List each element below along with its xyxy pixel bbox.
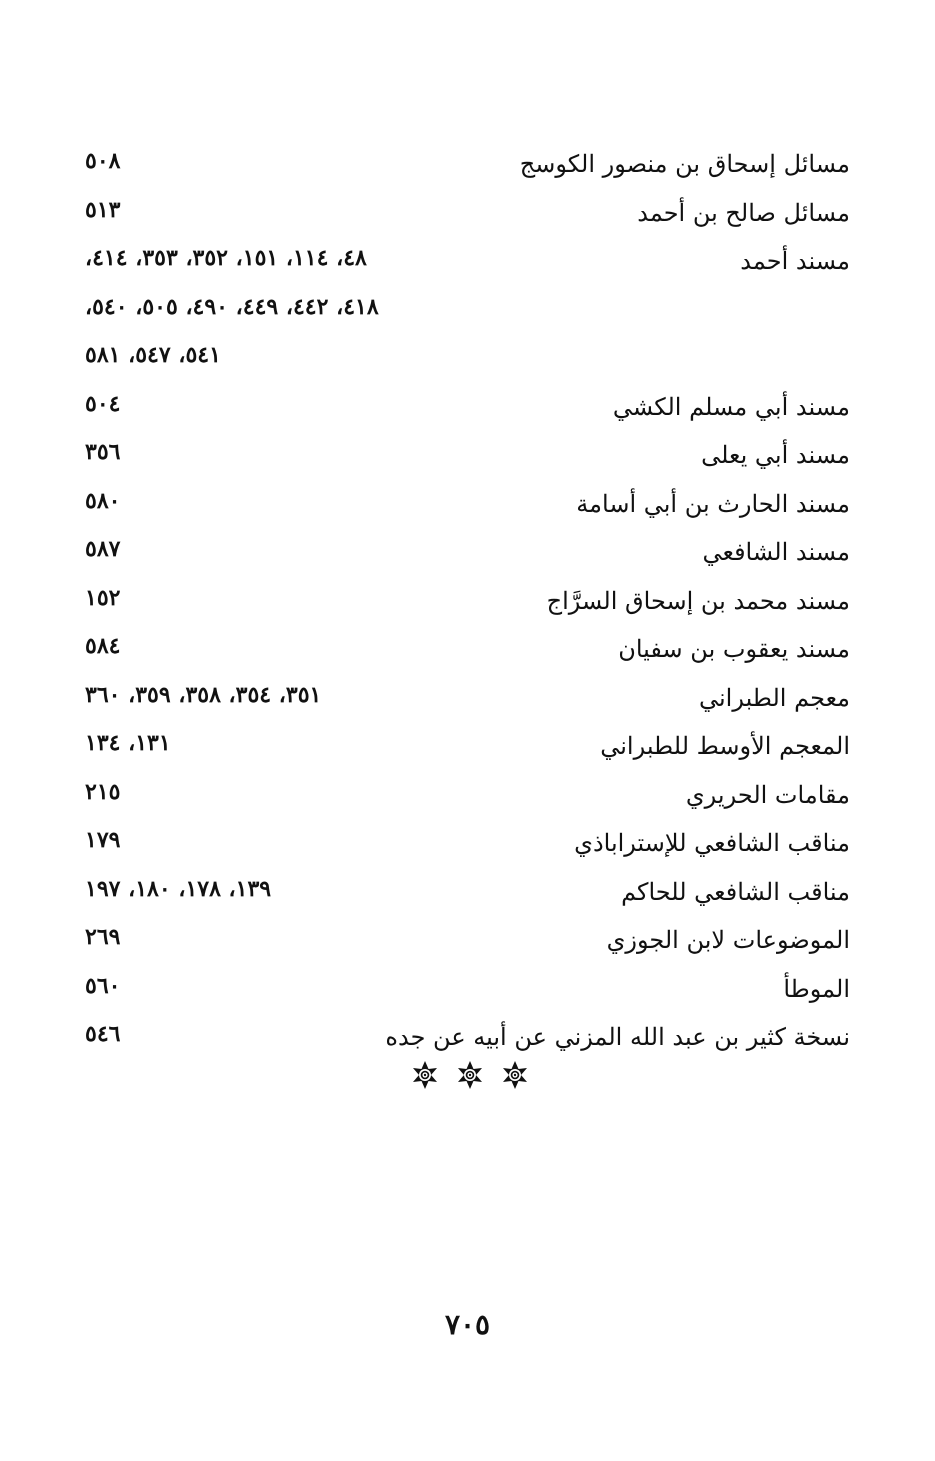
entry-title: مسند الحارث بن أبي أسامة xyxy=(576,489,850,518)
entry-title: مسائل صالح بن أحمد xyxy=(637,198,850,227)
index-entry xyxy=(80,868,850,917)
ornament-icon xyxy=(455,1060,485,1090)
entry-page-numbers: ٥٤٦ xyxy=(85,1021,121,1047)
entry-title: مسند محمد بن إسحاق السرَّاج xyxy=(546,586,850,615)
index-entry xyxy=(80,1013,850,1062)
entry-title: نسخة كثير بن عبد الله المزني عن أبيه عن جده xyxy=(385,1023,850,1051)
entry-page-numbers: ٥٨٤ xyxy=(85,633,121,659)
entry-page-numbers: ٥٠٨ xyxy=(85,148,121,174)
index-entry xyxy=(80,334,850,383)
sources-index-list xyxy=(80,140,850,1062)
entry-page-numbers: ٢٦٩ xyxy=(85,924,121,950)
entry-title: المعجم الأوسط للطبراني xyxy=(600,732,850,760)
entry-page-numbers: ٣٥٦ xyxy=(85,439,121,465)
entry-page-numbers: ٥١٣ xyxy=(85,196,121,223)
entry-page-numbers: ١٧٩ xyxy=(85,827,121,853)
index-entry xyxy=(80,819,850,868)
entry-page-numbers: ٥٨٧ xyxy=(85,536,121,562)
entry-title: مسند أبي يعلى xyxy=(701,441,850,469)
entry-title: الموطأ xyxy=(783,974,850,1003)
entry-title: مقامات الحريري xyxy=(685,780,850,809)
index-entry xyxy=(80,528,850,577)
entry-page-numbers: ١٥٢ xyxy=(85,584,121,611)
entry-page-numbers: ١٣١، ١٣٤ xyxy=(85,730,171,756)
ornament-icon xyxy=(500,1060,530,1090)
section-end-ornaments xyxy=(410,1060,530,1092)
index-entry xyxy=(80,383,850,432)
index-entry xyxy=(80,237,850,286)
entry-title: مسند أبي مسلم الكشي xyxy=(612,392,850,421)
entry-page-numbers: ١٣٩، ١٧٨، ١٨٠، ١٩٧ xyxy=(85,875,272,902)
index-entry xyxy=(80,965,850,1014)
index-entry xyxy=(80,674,850,723)
index-entry xyxy=(80,722,850,771)
entry-title: الموضوعات لابن الجوزي xyxy=(606,926,850,954)
index-entry xyxy=(80,480,850,529)
entry-page-numbers: ٥٦٠ xyxy=(85,972,121,999)
index-entry xyxy=(80,916,850,965)
entry-title: معجم الطبراني xyxy=(698,683,850,712)
entry-title: مسند الشافعي xyxy=(702,538,850,566)
index-entry xyxy=(80,625,850,674)
entry-title: مسند أحمد xyxy=(740,247,850,275)
entry-page-numbers: ٤١٨، ٤٤٢، ٤٤٩، ٤٩٠، ٥٠٥، ٥٤٠، xyxy=(85,293,379,320)
entry-page-numbers: ٥٠٤ xyxy=(85,390,121,417)
index-entry xyxy=(80,286,850,335)
index-entry xyxy=(80,431,850,480)
index-entry xyxy=(80,771,850,820)
entry-page-numbers: ٥٨٠ xyxy=(85,487,121,514)
entry-title: مناقب الشافعي للحاكم xyxy=(621,877,850,906)
entry-page-numbers: ٤٨، ١١٤، ١٥١، ٣٥٢، ٣٥٣، ٤١٤، xyxy=(85,245,367,271)
entry-page-numbers: ٥٤١، ٥٤٧، ٥٨١ xyxy=(85,342,221,368)
index-entry xyxy=(80,140,850,189)
entry-page-numbers: ٢١٥ xyxy=(85,778,121,805)
entry-title: مسند يعقوب بن سفيان xyxy=(618,635,850,663)
index-entry xyxy=(80,577,850,626)
entry-page-numbers: ٣٥١، ٣٥٤، ٣٥٨، ٣٥٩، ٣٦٠ xyxy=(85,681,322,708)
page-number: ٧٠٥ xyxy=(444,1308,491,1341)
index-entry xyxy=(80,189,850,238)
entry-title: مسائل إسحاق بن منصور الكوسج xyxy=(519,150,850,178)
ornament-icon xyxy=(410,1060,440,1090)
entry-title: مناقب الشافعي للإستراباذي xyxy=(574,829,850,857)
